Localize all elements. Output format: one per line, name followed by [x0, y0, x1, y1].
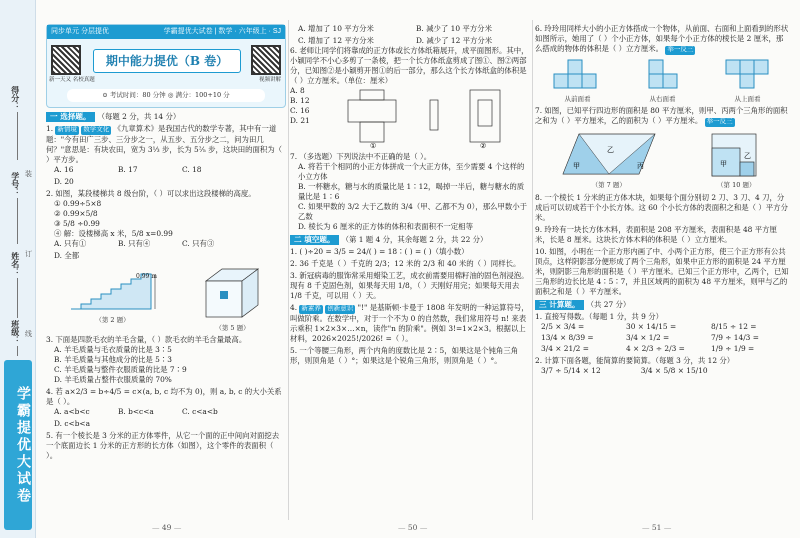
column-divider	[532, 20, 533, 520]
question-text: 如图，已知平行四边形的面积是 80 平方厘米，则甲、丙两个三角形的面积之和为（ ）平方厘米，乙的面积为（ ）平方厘米。	[535, 106, 788, 126]
brand-logo: 学霸提优大试卷	[4, 360, 32, 530]
calc-item: 13/4 × 8/39 =	[541, 333, 594, 343]
name-label: 姓名：	[10, 252, 21, 276]
section-note: （每题 2 分，共 14 分）	[97, 112, 181, 121]
question-text: 若 a×2/3 = b÷4/5 = c×(a, b, c 均不为 0)，则 a, b, c 的大小关系是（ ）。	[46, 386, 282, 406]
question-text: 1. 直接写得数。（每题 1 分，共 9 分）	[535, 312, 663, 322]
choice[interactable]: A. 只有①	[54, 238, 87, 248]
section-calc	[535, 300, 790, 310]
question-text: 如图，小明在一个正方形内画了中、小两个正方形，使三个正方形有公共顶点，这样阴影部分便形成了两个三角形，如果中正方形的面积是 24 平方厘米，则阴影三角形的面积是（ ）平方厘米。已知三个正方形中，乙两个，已知三角形的边长比是 4∶5∶7，并且区域两的面积为 48 平方厘米，则甲与乙的面积之和是（ ）平方厘米。	[535, 246, 789, 296]
view-caption: 从上面看	[734, 94, 761, 103]
cube-figure	[200, 263, 266, 321]
question-6: 6. 老师让同学们将靠成的正方体或长方体纸箱展开，成平面图形。其中，小颖同学不小心多剪了一条棱，把一个长方体纸盒剪成了图①、图②两部分，已知图②是小颖剪开图①的后一部分，那么这个长方体纸盒的体积是（ ）立方厘米。（单位：厘米） A. 8 B. 12 C. 16 D. 21 ① ②	[290, 45, 529, 150]
calc-item: 7/9 ÷ 14/3 =	[711, 333, 759, 343]
question-5: 5. 有一个棱长是 3 分米的正方体零件，从它一个面的正中间向对面挖去一个底面边长 1 分米的正方形的长方体（如图），这个零件的表面积（ ）。	[46, 430, 280, 460]
staircase-figure	[67, 263, 159, 313]
qr-right-caption: 视频讲解	[258, 77, 281, 83]
figure-caption: （第 10 题）	[717, 181, 756, 190]
binding-mark: 订	[25, 250, 32, 258]
option[interactable]: D. 羊毛质量占整件衣服质量的 70%	[54, 374, 172, 384]
section-note: （第 1 题 4 分，其余每题 2 分，共 22 分）	[341, 234, 488, 244]
option[interactable]: D. 21	[290, 115, 310, 125]
calc-item: 3/4 × 1/2 =	[626, 333, 670, 343]
fill-1: 1. ( )÷20 = 3/5 = 24/( ) = 18∶( ) = ( )（填小数）	[290, 247, 469, 257]
section-title: 二 填空题。	[290, 235, 339, 245]
tag: 数学文化	[83, 126, 110, 134]
figure-caption: （第 2 题）	[95, 315, 130, 324]
question-4: 4. 若 a×2/3 = b÷4/5 = c×(a, b, c 均不为 0)，则 a, b, c 的大小关系是（ ）。 A. a<b<c B. b<c<a C. c<a<b D. c<b<a	[46, 386, 282, 428]
choice[interactable]: D. 全都	[54, 250, 80, 260]
option: ② 0.99×5/8	[54, 208, 98, 218]
option[interactable]: B. 12	[290, 95, 310, 105]
fill-9: 9. 玲玲有一块长方体木料，表面积是 208 平方厘米，表面积是 48 平方厘米，长是 8 厘米。这块长方体木料的体积是（ ）立方厘米。	[535, 224, 777, 244]
top-view-figure	[718, 58, 778, 92]
fill-10: 10. 如图，小明在一个正方形内画了中、小两个正方形，使三个正方形有公共顶点，这样阴影部分便形成了两个三角形，如果中正方形的面积是 24 平方厘米，则阴影三角形的面积是（ ）平方厘米。已知三个正方形中，乙两个，已知三角形的边长比是 4∶5∶7，并且区域两的面积为 48 平方厘米，则甲与乙的面积之和是（ ）平方厘米。	[535, 246, 789, 296]
question-text: 《九章算术》是我国古代的数学专著，其中有一道题："今有田广三步、三分步之一，从五步、五分步之二，问为田几何？"意思是：有块农田，宽为 3⅓ 步，长为 5⅖ 步，这块田的面积为（ ）平方步。	[46, 124, 283, 164]
figure-caption: （第 7 题）	[591, 181, 626, 190]
option[interactable]: A. 增加了 10 平方分米	[298, 24, 374, 33]
option[interactable]: B. 羊毛质量与其他成分的比是 5∶3	[54, 354, 172, 364]
view-caption: 从前面看	[564, 94, 591, 103]
figure-label: ①	[370, 141, 377, 150]
section-fill	[290, 235, 530, 245]
calc-item: 3/7 ÷ 5/14 × 12	[541, 366, 601, 375]
exam-header	[46, 24, 286, 108]
fill-5: 5. 一个等腰三角形，两个内角的度数比是 2∶5，如果这是个钝角三角形，则顶角是（ ）°；如果这是个锐角三角形，则顶角是（ ）°。	[290, 345, 519, 365]
question-1: 1. 新情境 数学文化 《九章算术》是我国古代的数学专著，其中有一道题："今有田广三步、三分步之一，从五步、五分步之二，问为田几何？"意思是：有块农田，宽为 3⅓ 步，长为 5⅖ 步，这块田的面积为（ ）平方步。 A. 16 B. 17 C. 18 D. 20	[46, 124, 283, 186]
option[interactable]: A. a<b<c	[54, 406, 90, 416]
view-caption: 从右面看	[649, 94, 676, 103]
question-text: ( )÷20 = 3/5 = 24/( ) = 18∶( ) = ( )（填小数）	[299, 247, 469, 257]
option[interactable]: B. b<c<a	[118, 406, 154, 416]
page-title: 期中能力提优（B 卷）	[93, 49, 241, 73]
qr-code-icon[interactable]	[51, 45, 81, 75]
calc-item: 3/4 × 5/8 × 15/10	[640, 366, 708, 375]
question-3: 3. 下面是四款毛衣的羊毛含量，（ ）款毛衣的羊毛含量最高。 A. 羊毛质量与毛衣质量的比是 3∶5 B. 羊毛质量与其他成分的比是 5∶3 C. 羊毛质量与整件衣服质量的比是 7∶9 D. 羊毛质量占整件衣服质量的 70%	[46, 335, 286, 385]
calc-item: 2/5 × 3/4 =	[541, 322, 585, 332]
page-51-column	[535, 24, 790, 378]
option[interactable]: C. 16	[290, 105, 310, 115]
region-label: 甲	[720, 160, 728, 169]
score-label: 得分：	[10, 86, 21, 110]
header-bar	[47, 25, 285, 39]
book-tag: 学霸提优大试卷 | 数学 · 六年级上 · SJ	[163, 28, 281, 35]
tag: 新情境	[57, 126, 77, 134]
page-50-column	[290, 24, 530, 368]
view-right	[633, 58, 693, 104]
region-label: 乙	[744, 152, 752, 161]
option[interactable]: C. c<a<b	[182, 406, 218, 416]
region-label: 甲	[572, 162, 580, 171]
parallelogram-figure	[559, 130, 659, 178]
series-tag: 同步单元 分层提优	[51, 28, 109, 35]
question-2: 2. 如图，某段楼梯共 8 级台阶，（ ）可以求出这段楼梯的高度。 ① 0.99÷5×8 ② 0.99×5/8 ③ 5/8 ÷0.99 ④ 解：设楼梯高 x 米，5/8 x=0.99 A. 只有① B. 只有④ C. 只有③ D. 全都 （第 2 题） 0.99 m （第 5 题）	[46, 189, 286, 333]
exam-info: ⊙ 考试时间：80 分钟 ◎ 满分：100+10 分	[67, 89, 265, 102]
option[interactable]: A. 16	[54, 164, 74, 174]
option[interactable]: B. 17	[118, 164, 138, 174]
qr-code-icon[interactable]	[251, 45, 281, 75]
section-note: （共 27 分）	[586, 299, 631, 309]
question-text: 36 千克是（ ）千克的 2/3；12 米的 2/3 和 40 米的（ ）同样长。	[299, 259, 521, 269]
height-label: 0.99 m	[136, 272, 157, 280]
question-text: 一个等腰三角形，两个内角的度数比是 2∶5，如果这是个钝角三角形，则顶角是（ ）°；如果这是个锐角三角形，则顶角是（ ）°。	[290, 345, 519, 365]
student-id-label: 学号：	[10, 172, 21, 196]
calc-item: 30 × 14/15 =	[626, 322, 677, 332]
question-text: 玲玲用同样大小的小正方体搭成一个物体，从前面、右面和上面看到的形状如图所示，她用了（ ）个小正方体，如果每个小正方体的棱长是 2 厘米，那么搭成的物体的体积是（ ）立方厘米。	[535, 24, 789, 53]
question-text: （多选题）下列说法中不正确的是（ ）。	[299, 151, 432, 161]
class-line	[17, 346, 18, 356]
option[interactable]: C. 如果甲数的 3/2 大于乙数的 3/4（甲、乙都不为 0），那么甲数小于乙数	[298, 201, 528, 221]
fill-6: 6. 玲玲用同样大小的小正方体搭成一个物体，从前面、右面和上面看到的形状如图所示，她用了（ ）个小正方体，如果每个小正方体的棱长是 2 厘米，那么搭成的物体的体积是（ ）立方厘米。 举一反三 从前面看 从右面看 从上面看	[535, 24, 789, 103]
option[interactable]: A. 将若干个相同的小正方体拼成一个大正方体，至少需要 4 个这样的小立方体	[298, 161, 525, 181]
option: ① 0.99÷5×8	[54, 198, 102, 208]
calc-1	[535, 312, 790, 354]
option[interactable]: D. 减少了 12 平方分米	[416, 35, 493, 45]
question-text: 玲玲有一块长方体木料，表面积是 208 平方厘米，表面积是 48 平方厘米，长是 8 厘米。这块长方体木料的体积是（ ）立方厘米。	[535, 224, 777, 244]
section-title: 一 选择题。	[46, 112, 95, 122]
fill-2: 2. 36 千克是（ ）千克的 2/3；12 米的 2/3 和 40 米的（ ）同样长。	[290, 259, 521, 269]
figure-caption: （第 5 题）	[215, 323, 250, 332]
page-49-column	[46, 24, 286, 462]
page-number: — 50 —	[398, 523, 427, 533]
class-label: 班级：	[10, 320, 21, 344]
view-front	[548, 58, 608, 104]
tag: 创新意识	[327, 304, 354, 312]
page-number: — 49 —	[152, 523, 181, 533]
option[interactable]: A. 羊毛质量与毛衣质量的比是 3∶5	[54, 344, 172, 354]
question-text: 有一个棱长是 3 分米的正方体零件，从它一个面的正中间向对面挖去一个底面边长 1 分米的正方形的长方体（如图），这个零件的表面积（ ）。	[46, 430, 280, 460]
page-number: — 51 —	[642, 523, 671, 533]
binding-mark: 装	[25, 170, 32, 178]
calc-item: 1/9 ÷ 1/9 =	[711, 344, 755, 354]
net-figure	[330, 86, 520, 150]
binding-mark: 线	[25, 330, 32, 338]
question-7: 7. （多选题）下列说法中不正确的是（ ）。 A. 将若干个相同的小正方体拼成一个大正方体，至少需要 4 个这样的小立方体 B. 一杯糖水，糖与水的质量比是 1∶12，喝掉一半后，糖与糖水的质量比是 1∶6 C. 如果甲数的 3/2 大于乙数的 3/4（甲、乙都不为 0），那么甲数小于乙数 D. 棱长为 6 厘米的正方体的体积和表面积不一定相等	[290, 152, 530, 232]
squares-figure	[706, 130, 766, 178]
calc-item: 8/15 ÷ 12 =	[711, 322, 757, 332]
section-choice	[46, 112, 286, 122]
region-label: 乙	[606, 146, 614, 155]
q6-options	[290, 86, 330, 150]
option[interactable]: D. c<b<a	[54, 418, 91, 428]
option[interactable]: D. 棱长为 6 厘米的正方体的体积和表面积不一定相等	[298, 221, 473, 231]
tag: 新素养	[301, 304, 321, 312]
student-id-line	[17, 198, 18, 244]
question-text: 2. 计算下面各题，能简算的要简算。（每题 3 分，共 12 分）	[535, 356, 735, 366]
option: ④ 解：设楼梯高 x 米，5/8 x=0.99	[54, 228, 173, 238]
link-tag[interactable]: 举一反三	[706, 118, 733, 126]
front-view-figure	[548, 58, 608, 92]
calc-item: 4 × 2/3 ÷ 2/3 =	[626, 344, 685, 354]
link-tag[interactable]: 举一反三	[667, 45, 694, 53]
fill-7: 7. 如图，已知平行四边形的面积是 80 平方厘米，则甲、丙两个三角形的面积之和为（ ）平方厘米，乙的面积为（ ）平方厘米。 举一反三 甲 乙 丙 （第 7 题） 甲 乙 （第 10 题）	[535, 106, 788, 190]
region-label: 丙	[636, 162, 644, 171]
question-text: 下面是四款毛衣的羊毛含量，（ ）款毛衣的羊毛含量最高。	[55, 334, 247, 344]
calc-2	[535, 356, 790, 376]
question-5-options	[290, 24, 530, 46]
option[interactable]: A. 8	[290, 85, 305, 95]
qr-left-caption: 新一天又 名校真题	[49, 77, 95, 83]
question-text: 如图，某段楼梯共 8 级台阶，（ ）可以求出这段楼梯的高度。	[55, 188, 256, 198]
question-text: 一个棱长 1 分米的正方体木块，如果每个面分别切 2 刀、3 刀、4 刀，分成后可以切成若干个小长方体。这 60 个小长方体的表面积之和是（ ）平方分米。	[535, 192, 788, 222]
question-text: 新冠病毒的服饰常采用蜡染工艺，成衣前需要用棉籽油的固色剂浸泡。现有 8 千克固色剂，如果每天用 1/8，（ ）天刚好用完；如果每天用去 1/8 千克，可以用（ ）天。	[290, 271, 529, 300]
view-top	[718, 58, 778, 104]
option[interactable]: C. 增加了 12 平方分米	[298, 35, 374, 45]
choice[interactable]: C. 只有③	[182, 238, 215, 248]
right-view-figure	[633, 58, 693, 92]
score-line	[17, 112, 18, 160]
option: ③ 5/8 ÷0.99	[54, 218, 100, 228]
fill-8: 8. 一个棱长 1 分米的正方体木块，如果每个面分别切 2 刀、3 刀、4 刀，分成后可以切成若干个小长方体。这 60 个小长方体的表面积之和是（ ）平方分米。	[535, 192, 788, 222]
figure-label: ②	[480, 141, 487, 150]
option[interactable]: B. 一杯糖水，糖与水的质量比是 1∶12，喝掉一半后，糖与糖水的质量比是 1∶6	[298, 181, 525, 201]
fill-4: 4. 新素养 创新意识 "!" 是基斯顿·卡曼于 1808 年发明的一种运算符号，叫做阶乘。在数学中，对于一个不为 0 的自然数，我们常用符号 n! 来表示乘积 1×2×3×…×n，读作"n 的阶乘"。例如 3!=1×2×3。根据以上材料，2026×2025!/2026! =（ ）。	[290, 302, 529, 343]
section-title: 三 计算题。	[535, 300, 584, 310]
choice[interactable]: B. 只有④	[118, 238, 151, 248]
fill-3: 3. 新冠病毒的服饰常采用蜡染工艺，成衣前需要用棉籽油的固色剂浸泡。现有 8 千克固色剂，如果每天用 1/8，（ ）天刚好用完；如果每天用去 1/8 千克，可以用（ ）天。	[290, 271, 529, 300]
option[interactable]: D. 20	[54, 176, 74, 186]
option[interactable]: C. 18	[182, 164, 202, 174]
name-line	[17, 278, 18, 318]
option[interactable]: B. 减少了 10 平方分米	[416, 24, 492, 33]
question-text: 老师让同学们将靠成的正方体或长方体纸箱展开，成平面图形。其中，小颖同学不小心多剪了一条棱，把一个长方体纸盒剪成了图①、图②两部分，已知图②是小颖剪开图①的后一部分，那么这个长方体纸盒的体积是（ ）立方厘米。（单位：厘米）	[290, 45, 529, 85]
calc-item: 3/4 × 21/2 =	[541, 344, 589, 354]
binding-strip	[0, 0, 36, 538]
option[interactable]: C. 羊毛质量与整件衣服质量的比是 7∶9	[54, 364, 187, 374]
question-text: "!" 是基斯顿·卡曼于 1808 年发明的一种运算符号，叫做阶乘。在数学中，对于一个不为 0 的自然数，我们常用符号 n! 来表示乘积 1×2×3×…×n，读作"n 的阶乘"。例如 3!=1×2×3。根据以上材料，2026×2025!/2026! =（ ）。	[290, 302, 529, 343]
column-divider	[288, 20, 289, 520]
